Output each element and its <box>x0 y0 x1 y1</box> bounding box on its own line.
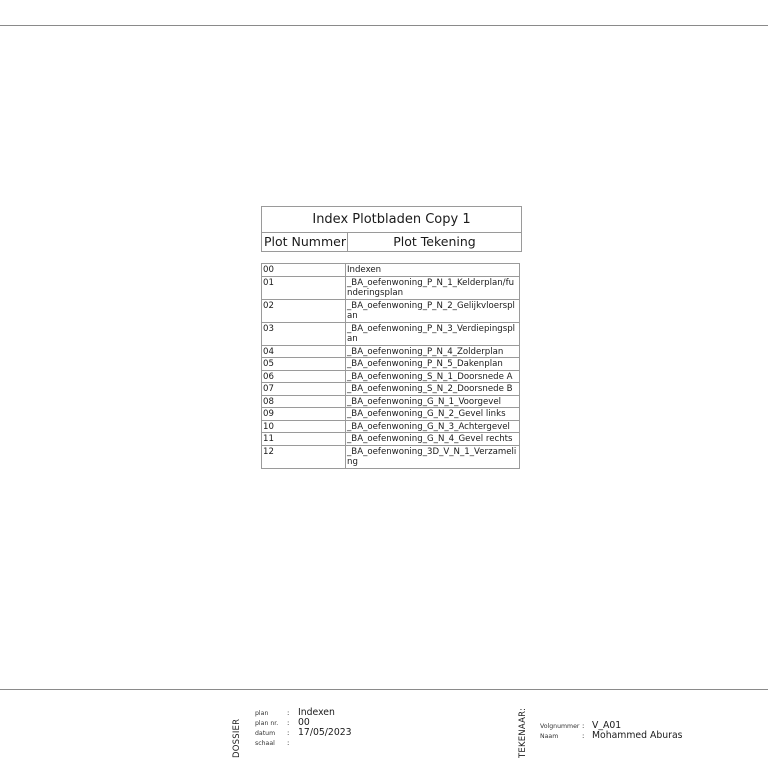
plot-drawing: _BA_oefenwoning_S_N_1_Doorsnede A <box>346 370 520 383</box>
index-table <box>261 263 520 469</box>
top-border-line <box>0 25 768 26</box>
plot-number: 12 <box>262 445 346 468</box>
plot-drawing: _BA_oefenwoning_P_N_4_Zolderplan <box>346 345 520 358</box>
table-row <box>262 276 520 299</box>
plot-number: 05 <box>262 358 346 371</box>
table-row <box>262 322 520 345</box>
plot-drawing: _BA_oefenwoning_P_N_1_Kelderplan/funderingsplan <box>346 276 520 299</box>
plot-drawing: _BA_oefenwoning_P_N_3_Verdiepingsplan <box>346 322 520 345</box>
table-row <box>262 264 520 277</box>
table-row <box>262 433 520 446</box>
sequence-number-label: Volgnummer <box>540 723 580 730</box>
table-row <box>262 383 520 396</box>
colon: : <box>287 709 290 717</box>
dossier-label: DOSSIER <box>232 718 242 758</box>
date-value: 17/05/2023 <box>298 727 352 738</box>
plot-drawing: Indexen <box>346 264 520 277</box>
plan-value: Indexen <box>298 707 335 718</box>
column-header-plot-number: Plot Nummer <box>264 234 346 249</box>
plot-drawing: _BA_oefenwoning_P_N_2_Gelijkvloersplan <box>346 299 520 322</box>
plot-number: 02 <box>262 299 346 322</box>
plan-number-label: plan nr. <box>255 720 279 727</box>
colon: : <box>582 722 585 730</box>
plot-drawing: _BA_oefenwoning_G_N_2_Gevel links <box>346 408 520 421</box>
plot-number: 01 <box>262 276 346 299</box>
plot-drawing: _BA_oefenwoning_3D_V_N_1_Verzameling <box>346 445 520 468</box>
plot-drawing: _BA_oefenwoning_P_N_5_Dakenplan <box>346 358 520 371</box>
plot-drawing: _BA_oefenwoning_G_N_4_Gevel rechts <box>346 433 520 446</box>
index-title: Index Plotbladen Copy 1 <box>262 207 521 233</box>
table-row <box>262 345 520 358</box>
plan-label: plan <box>255 710 269 717</box>
table-row <box>262 370 520 383</box>
plot-drawing: _BA_oefenwoning_G_N_1_Voorgevel <box>346 395 520 408</box>
sequence-number-value: V_A01 <box>592 720 622 731</box>
table-row <box>262 395 520 408</box>
plot-number: 08 <box>262 395 346 408</box>
table-row <box>262 299 520 322</box>
date-label: datum <box>255 730 276 737</box>
plot-drawing: _BA_oefenwoning_S_N_2_Doorsnede B <box>346 383 520 396</box>
plot-number: 09 <box>262 408 346 421</box>
table-row <box>262 408 520 421</box>
table-row <box>262 445 520 468</box>
index-header <box>261 206 522 252</box>
scale-label: schaal <box>255 740 275 747</box>
name-value: Mohammed Aburas <box>592 730 683 741</box>
colon: : <box>582 732 585 740</box>
titleblock-border-line <box>0 689 768 690</box>
column-header-plot-drawing: Plot Tekening <box>393 234 476 249</box>
plot-number: 10 <box>262 420 346 433</box>
plot-drawing: _BA_oefenwoning_G_N_3_Achtergevel <box>346 420 520 433</box>
tekenaar-label: TEKENAAR: <box>518 707 528 758</box>
table-row <box>262 358 520 371</box>
plot-number: 06 <box>262 370 346 383</box>
plan-number-value: 00 <box>298 717 310 728</box>
plot-number: 03 <box>262 322 346 345</box>
plot-number: 07 <box>262 383 346 396</box>
plot-number: 00 <box>262 264 346 277</box>
colon: : <box>287 729 290 737</box>
plot-number: 04 <box>262 345 346 358</box>
plot-number: 11 <box>262 433 346 446</box>
colon: : <box>287 739 290 747</box>
colon: : <box>287 719 290 727</box>
table-row <box>262 420 520 433</box>
name-label: Naam <box>540 733 559 740</box>
index-column-headers <box>262 233 521 251</box>
